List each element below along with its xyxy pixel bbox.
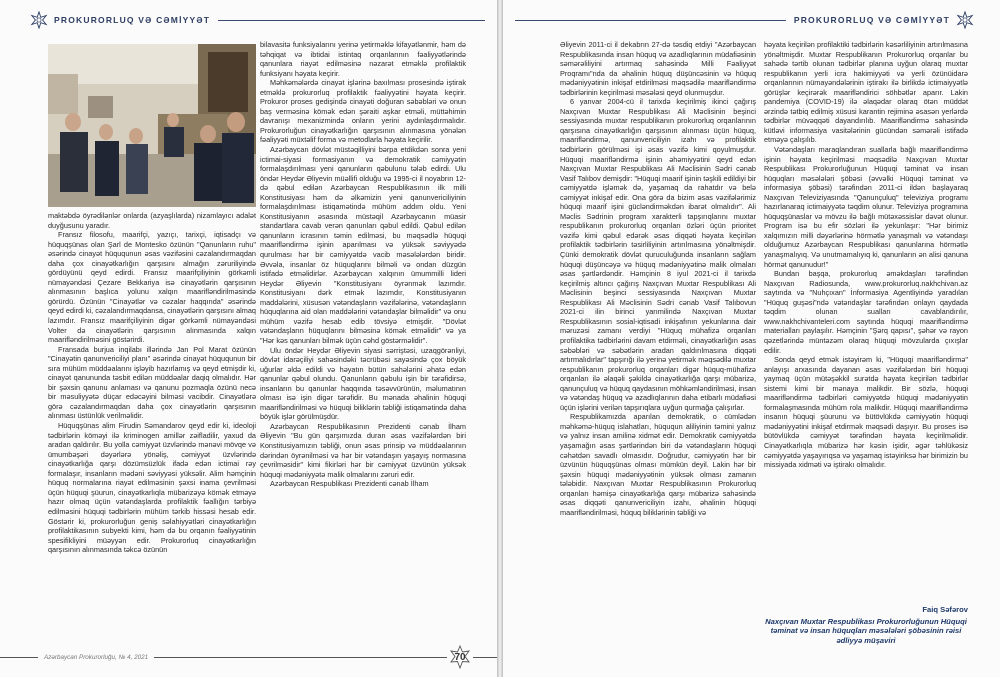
paragraph: Azərbaycan Respublikasının Prezidenti cənab İlham Əliyevin "Bu gün qarşımızda duran əsas vəzifələrdən biri Konstitusiyamızın təbliği, onun əsas prinsip və müddəalarının dərindən öyrənilməsi və hər bir vətəndaşın yaşayış normasına çevrilməsidir" kimi fikirləri hər bir cəmiyyət üzvünün yüksək hüquqi mədəniyyətə malik olmalarını zəruri edir. [260, 421, 466, 479]
star-ornament-icon [30, 11, 48, 29]
author-role: Naxçıvan Muxtar Respublikası Prokurorluğunun Hüquqi təminat və insan hüquqları məsələləri şöbəsinin rəisi ədliyyə müşaviri [765, 617, 967, 645]
section-title: PROKURORLUQ VƏ CƏMİYYƏT [793, 15, 950, 25]
paragraph: Azərbaycan dövlət müstəqilliyini bərpa etdikdən sonra yeni ictimai-siyasi formasiyanın və demokratik cəmiyyətin formalaşdırılması yeni qanunların qəbulunu tələb edirdi. Ulu öndər Heydər Əliyevin müəllifi olduğu və 1995-ci il noyabrın 12-də qəbul edilən Azərbaycan Respublikasının ilk milli Konstitusiyası həm də əlkəmizin yeni qanunvericiliyinin formalaşdırılması istiqamətində mühüm addım oldu. Yeni Konstitusiyanın əsasında müstəqil Azərbaycanın müasir standartlara cavab verən qanunları qəbul edildi. Qəbul edilən qanunların icrasının təmin edilməsi, bu məqsədlə hüquqi maarifləndirmə işinin aparılması və yüksək səviyyədə qurulması hər bir cəmiyyətdə vacib məsələlərdən biridir. Əvvəla, insanlar öz hüquqlarını bilməli və ondan düzgün istifadə etməlidirlər. Azərbaycan xalqının ümummilli lideri Heydər Əliyevin "Konstitusiyanı öyrənmək lazımdır. Konstitusiyanı dərk etmək lazımdır, Konstitusiyanın maddələrini, xüsusən vətəndaşların vəzifələrinə, vətəndaşların hüquqlarına aid olan maddələrini vətəndaşlar bilməlidir" və onu mühüm vəzifə hesab edib tövsiyə etmişdir. "Dövlət vətəndaşların hüquqlarını bilməsinə kömək etməlidir" və ya "Hər kəs qanunları bilmək üçün cəhd göstərməlidir". [260, 145, 466, 345]
page-number-badge [447, 645, 473, 669]
paragraph: 6 yanvar 2004-cü il tarixdə keçirilmiş ikinci çağırış Naxçıvan Muxtar Respublikası Ali Məclisinin beşinci sessiyasında muxtar respublikanın prokurorluq orqanlarının qarşısına cinayətkarlığın qarşısının alınması üçün hüquq, maarifləndirmə, qanunvericiliyin izahı və profilaktik tədbirlərin görülməsi işi əsas vəzifə kimi qoyulmuşdur. Hüquqi maarifləndirmə işinin əhəmiyyətini qeyd edən Naxçıvan Muxtar Respublikası Ali Məclisinin Sədri cənab Vasif Talıbov demişdir: "Hüquqi maarif işinin təşkili edildiyi bir cəmiyyətdə işləmək də, yaşamaq da rahatdır və belə cəmiyyət inkişaf edir. Ona görə da bizim əsas vəzifələrimiz hüquqi maarif işini gücləndirməkdən ibarət olmalıdır". Ali Məclis Sədrinin program xarakterli tapşırıqlarını muxtar respublikanın prokurorluq orqanları özləri üçün prioritet vəzifə kimi qəbul edərək əsas diqqəti həyata keçirilən profilaktik tədbirlərin təsirliliyinin artırılmasına yönəltmişdir. Çünki demokratik dövlət quruculuğunda insanların sağlam hüquqi düşüncəyə və hüquq mədəniyyətinə malik olmaları əsas şərtlərdəndir. Həmçinin 8 iyul 2021-ci il tarixdə keçirilmiş altıncı çağırış Naxçıvan Muxtar Respublikası Ali Məclisinin beşinci sessiyasında Naxçıvan Muxtar Respublikası Ali Məclisinin Sədri cənab Vasif Talıbovun 2021-ci ilin birinci yarımilində Naxçıvan Muxtar Respublikasının sosial-iqtisadi inkişafının yekunlarına dair məruzəsi zamanı verdiyi "Hüquq mühafizə orqanları profilaktika tədbirlərini davam etdirməli, cinayətkarlığın əsas səbəbləri və səbətlərin aradan qaldırılmasına diqqəti artırmalıdırlar" tapşırığı ilə yerinə yetirmək məqsədilə muxtar respublikanın prokurorluq orqanları digər hüquq-mühafizə orqanları ilə əlaqəli şəkildə cinayətkarlığa qarşı mübarizə, qanunçuluq və hüquq qaydasının möhkəmləndirilməsi, insan və vətəndaş hüquq və azadlıqlarının daha etibarlı müdafiəsi üçün işlərini verilən tapşırıqlara uyğun qurmağa çalışırlar. [560, 97, 756, 412]
paragraph: həyata keçirilən profilaktiki tədbirlərin kəsərliliyinin artırılmasına yönəltmişdir. Muxtar Respublikanın Prokurorluq orqanlar bu sahədə tərtib olunan tədbirlər planına uyğun olaraq muxtar respublikanın yerli icra hakimiyyəti və yerli özünüidarə orqanlarının nümayəndələrinin iştirakı ilə birlikdə ictimaiyyətlə görüşlər keçirərək maarifləndirici söhbətlər aparır. Lakin pandemiya (COVID-19) ilə əlaqədar olaraq ötən müddət ərzində tətbiq edilmiş xüsusi karantin rejiminə əsasən yerlərdə tədbirlər müvəqqəti dayandırılıb. Maarifləndirmə sahəsində kütləvi informasiya vasitələrinin gücündən səmərəli istifadə etməyə çalışılıb. [764, 40, 968, 145]
paragraph: Vətəndaşları maraqlandıran suallarla bağlı maarifləndirmə işinin həyata keçirilməsi məqsədilə Naxçıvan Muxtar Respublikası Prokurorluğunun Hüquqi təminat və insan hüquqları məsələləri şöbəsi (əvvəlki Hüquqi təminat və informasiya şöbəsi) tərəfindən 2011-ci ildən başlayaraq Naxçıvan Televiziyasında "Qanunçuluq" televiziya programı hazırlanaraq ictimaiyyətə təqdim olunur. Televiziya programına hüquqşünaslar və mövzu ilə bağlı mütəxəssislər dəvət olunur. Program isə bu efir sözləri ilə yekunlaşır: "Hər birimiz xalqımızın milli dəyərlərinə hörmətlə yanaşmalı və vətəndaşı olduğumuz Azərbaycan Respublikası qanunlarına hörmətlə yanaşmalıyıq. Və unutmamalıyıq ki, qanunların ən alisi qanuna hörmət qanunudur!" [764, 145, 968, 269]
footer-rule [0, 657, 38, 658]
paragraph: Bundan başqa, prokurorluq əməkdaşları tərəfindən Naxçıvan Radiosunda, www.prokurorluq.nakhchivan.az saytında və "Nuhçıxan" İnformasiya Agentliyində yaradılan "Hüquq guşəsi"ndə vətəndaşlar tərəfindən onlayn qaydada təqdim olunan sualları cavablandırılır, www.nakhchivanteleri.com saytında hüquqi maarifləndirmə materialları paylaşılır. Həmçinin "Şərq qapısı", şəhər və rayon qəzetlərində müntəzəm olaraq hüquqi mövzularda çıxışlar edilir. [764, 269, 968, 355]
page-number: 70 [454, 651, 466, 663]
left-page [0, 0, 497, 677]
right-page [503, 0, 1000, 677]
paragraph: Ulu öndər Heydər Əliyevin siyasi sərriştəsi, uzaqgörənliyi, dövlət idarəçiliyi sahəsindəki təcrübəsi sayəsində çox böyük uğurlar əldə edildi və həyatın bütün sahələrini əhatə edən qanunlar qəbul olundu. Qanunların qəbulu işin bir tərəfidirsə, insanların bu qanunlar haqqında təsəvvürünün, məlumatının olması isə işin digər tərəfidir. Bu mənada əhalinin hüquqi maarifləndirilməsi və hüquqi biliklərin təbliği istiqamətində daha böyük işlər görülmüşdür. [260, 345, 466, 422]
paragraph: Fransız filosofu, maarifçi, yazıçı, tarixçi, iqtisadçı və hüquqşünas olan Şarl de Montesko özünün "Qanunların ruhu" əsərində cinayət hüququnun əsas vəzifəsini cəzalandırmaqdan daha çox cinayətkarlığın qarşısını almağın zəruriliyində gördüyünü qeyd edirdi. Fransız maarifçiliyinin görkəmli nümayəndəsi Çezare Bekkariya isə cinayətlərin qarşısının alınmasının başlıca yolunu xalqın maarifləndirilməsində görürdü. Özünün "Cinayətlər və cəzalar haqqında" əsərində qeyd edirdi ki, cəzalandırmaqdansa, cinayətlərin qarşısını almaq lazımdır. Fransız maarifçiliyinin digər görkəmli nümayəndəsi Volter də cinayətlərin qarşısının alınmasında xalqın maarifləndirilməsini göstərirdi. [48, 230, 256, 345]
author-name: Faiq Səfərov [922, 605, 968, 614]
header-rule [515, 20, 786, 21]
article-photo [48, 44, 256, 207]
header-rule [218, 20, 485, 21]
footer-rule [154, 657, 447, 658]
paragraph: Hüquqşünas alim Firudin Səmandarov qeyd edir ki, ideoloji tədbirlərin köməyi ilə kriminogen amillər zəifladilir, yaxud da aradan qaldırılır. Bu yolla cəmiyyət üzvlərində mənəvi mövqe və ümumbəşəri dəyərlərə yönəliş, cəmiyyət üzvlərində cinayətkarlığa qarşı dözümsüzlük ifadə edən ictimai rəy formalaşır, insanların mədəni səviyyəsi yüksəlir. Alim həmçinin hüquq normalarına riayət edilməsinin şəxsi inama çevrilməsi üçün hüquqi şüurun, cinayətkarlıqla mübarizəyə kömək etməyə hazır olmaq üçün vətəndaşlarda profilaktik fəallığın tərbiyə edilməsini hüquqi tədbirlərin mühüm tərkib hissəsi hesab edir. Göstərir ki, prokurorluğun geniş səlahiyyətləri cinayətkarlığın profilaktikasının subyekti kimi, həm də bu orqanın fəaliyyətinin spesifikliyini müəyyən edir. Prokurorluq cinayətkarlığın qarşısının alınmasında təkcə özünün [48, 421, 256, 555]
paragraph: Əliyevin 2011-ci il dekabrın 27-də təsdiq etdiyi "Azərbaycan Respublikasında insan hüquq və azadlıqlarının müdafiəsinin səmərəliliyini artırmaq sahəsində Milli Fəaliyyət Proqramı"nda da əhalinin hüquq düşüncəsinin və hüquq mədəniyyətinin inkişaf etdirilməsi məqsədilə maarifləndirmə tədbirlərinin keçirilməsi məsələsi qeyd olunmuşdur. [560, 40, 756, 97]
paragraph: Fransada burjua inqilabı illərində Jan Pol Marat özünün "Cinayətin qanunvericiliyi planı" əsərində cinayət hüququnun bir sıra mühüm müddəalarını işləyib hazırlamış və qeyd etmişdir ki, cinayət qanununda təsbit edilən müddəalar daqiq olmalıdır. Hər bir şəxsin qanunu anlaması və qanunu pozmaqla özünü necə bir məsuliyyətə düçar edəcəyini bilməsi vacibdir. Cinayətlərə görə cəzalandırmaqdan daha çox cinayətlərin qarşısının alınması üstünlük verilməlidir. [48, 344, 256, 421]
footer-rule [473, 657, 497, 658]
left-header [30, 9, 485, 31]
paragraph: Məhkəmələrdə cinayət işlərinə baxılması prosesində iştirak etməklə prokurorluq profilaktik fəaliyyətini həyata keçirir. Prokuror proses gedişində cinayəti doğuran səbəbləri və onun baş verməsinə kömək edən şəraiti aşkar etməli, müttəhimin davranışı mexanizmində onların yerini aydınlaşdırmalıdır. Prokurorluğun cinayətkarlığın qarşısının alınmasına yönələn fəaliyyəti müxtəlif forma və metodlarla həyata keçirilir. [260, 78, 466, 145]
paragraph: Respublikamızda aparılan demokratik, o cümlədən məhkəmə-hüquq islahatları, hüququn aliliyinin təmini yalnız və yalnız insan amilinə xidmət edir. Demokratik cəmiyyətdə yaşamağın əsas şərtlərindən biri də vətəndaşların hüquqi cəhətdən savadlı olmasıdır. Doğrudur, cəmiyyətin hər bir üzvünün hüquqşünas olması mümkün deyil. Lakin hər bir şəxsin hüquqi mədəniyyətinin yüksək olması zamanın tələbidir. Naxçıvan Muxtar Respublikasının Prokurorluq orqanları həmişə cinayətkarlığa qarşı mübarizə sahəsində əsas diqqəti qanunvericiliyin izahı, əhalinin hüquqi maarifləndirilməsi, hüquq biliklərinin təbliği və [560, 412, 756, 517]
left-footer [0, 645, 497, 669]
paragraph: Sonda qeyd etmək istəyirəm ki, "Hüquqi maarifləndirmə" anlayışı arxasında dayanan əsas vəzifələrdən biri hüquqi yaymaq üçün mütəşəkkil surətdə həyata keçirilən tədbirlər sistemi kimi bir mənaya malikdir. Bir sözlə, hüquqi maarifləndirmə tədbirləri cəmiyyətdə hüquqi mədəniyyətin formalaşmasında mühüm rola malikdir. Hüquqi maarifləndirmə insanın hüquqi şüurunu və bütövlükdə cəmiyyətin hüquqi mədəniyyətini inkişaf etdirmək məqsədi daşıyır. Bu proses isə bütövlükdə cəmiyyət tərəfindən həyata keçirilməlidir. Cinayətkarlıqla mübarizə hər kəsin işidir, əgər təhlükəsiz cəmiyyətdə yaşayırıqsa və yaşamaq istəyiriksə hər birimizin bu missiyada xidməti və iştirakı olmalıdır. [764, 355, 968, 470]
journal-name: Azərbaycan Prokurorluğu, № 4, 2021 [44, 653, 149, 661]
left-column-1 [48, 211, 256, 555]
star-ornament-icon [956, 11, 974, 29]
paragraph: Azərbaycan Respublikası Prezidenti cənab İlham [270, 479, 429, 489]
right-column-1 [560, 40, 756, 517]
right-column-2 [764, 40, 968, 470]
section-title: PROKURORLUQ VƏ CƏMİYYƏT [54, 15, 211, 25]
paragraph: bilavasitə funksiyalarını yerinə yetirməklə kifayətlənmir, həm də təhqiqat və ibtidai istintaq orqanlarının fəaliyyətlərində qanunlara riayət edilməsinə nəzarət etməklə profilaktik funksiyanı həyata keçirir. [260, 40, 466, 78]
right-header [515, 9, 974, 31]
paragraph: maktəbdə öyrədilənlər onlarda (azyaşlılarda) nizamlayıcı adalət duyğusunu yaradır. [48, 211, 256, 230]
author-signature [764, 605, 968, 645]
left-column-2 [260, 40, 466, 489]
